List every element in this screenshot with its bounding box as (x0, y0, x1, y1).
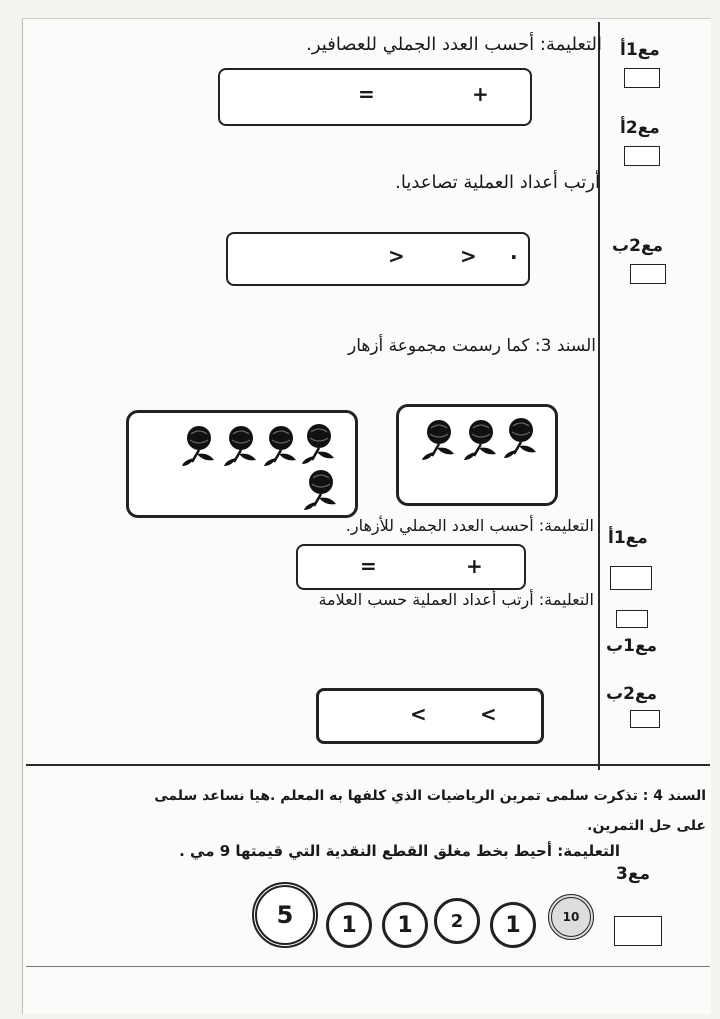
criterion-label: مع2أ (620, 118, 660, 138)
score-box[interactable] (630, 710, 660, 728)
flower-icon (302, 468, 340, 510)
equals-sign: = (358, 82, 375, 106)
dot-mark: . (510, 240, 518, 264)
greater-than-sign: > (388, 244, 405, 268)
right-margin-divider (598, 22, 600, 770)
less-than-sign: < (410, 702, 427, 726)
section-divider (26, 764, 710, 766)
score-box[interactable] (630, 264, 666, 284)
coin-1[interactable]: 1 (490, 902, 536, 948)
support-salma-line2: على حل التمرين. (587, 818, 706, 834)
instruction-order-by-sign: التعليمة: أرتب أعداد العملية حسب العلامة (318, 590, 594, 609)
answer-box-order[interactable] (226, 232, 530, 286)
score-box[interactable] (610, 566, 652, 590)
criterion-label: مع1ب (606, 636, 658, 656)
instruction-order-ascending: أرتب أعداد العملية تصاعديا. (395, 172, 600, 193)
coin-10[interactable]: 10 (548, 894, 594, 940)
less-than-sign: < (480, 702, 497, 726)
flower-icon (222, 424, 260, 466)
support-salma: السند 4 : تذكرت سلمى تمرين الرياضيات الذي كلفها به المعلم .هيا نساعد سلمى (154, 788, 706, 804)
score-box[interactable] (614, 916, 662, 946)
answer-box-flowers[interactable] (296, 544, 526, 590)
plus-sign: + (466, 554, 483, 578)
flower-icon (262, 424, 300, 466)
criterion-label: مع1أ (608, 528, 648, 548)
criterion-label: مع2ب (612, 236, 664, 256)
support-flowers: السند 3: كما رسمت مجموعة أزهار (347, 336, 596, 356)
flower-icon (180, 424, 218, 466)
equals-sign: = (360, 554, 377, 578)
instruction-count-flowers: التعليمة: أحسب العدد الجملي للأزهار. (345, 516, 594, 535)
flower-icon (502, 416, 540, 458)
bottom-divider (26, 966, 710, 967)
flower-icon (300, 422, 338, 464)
instruction-circle-coins: التعليمة: أحيط بخط مغلق القطع النقدية التي قيمتها 9 مي . (179, 842, 620, 860)
coin-2[interactable]: 2 (434, 898, 480, 944)
criterion-label: مع1أ (620, 40, 660, 60)
coin-1[interactable]: 1 (326, 902, 372, 948)
criterion-label: مع3 (616, 864, 650, 884)
score-box[interactable] (624, 68, 660, 88)
greater-than-sign: > (460, 244, 477, 268)
plus-sign: + (472, 82, 489, 106)
flower-icon (420, 418, 458, 460)
coin-1[interactable]: 1 (382, 902, 428, 948)
criterion-label: مع2ب (606, 684, 658, 704)
coin-5[interactable]: 5 (252, 882, 318, 948)
flower-icon (462, 418, 500, 460)
instruction-count-birds: التعليمة: أحسب العدد الجملي للعصافير. (306, 34, 602, 55)
score-box[interactable] (624, 146, 660, 166)
score-box[interactable] (616, 610, 648, 628)
answer-box-order-flowers[interactable] (316, 688, 544, 744)
